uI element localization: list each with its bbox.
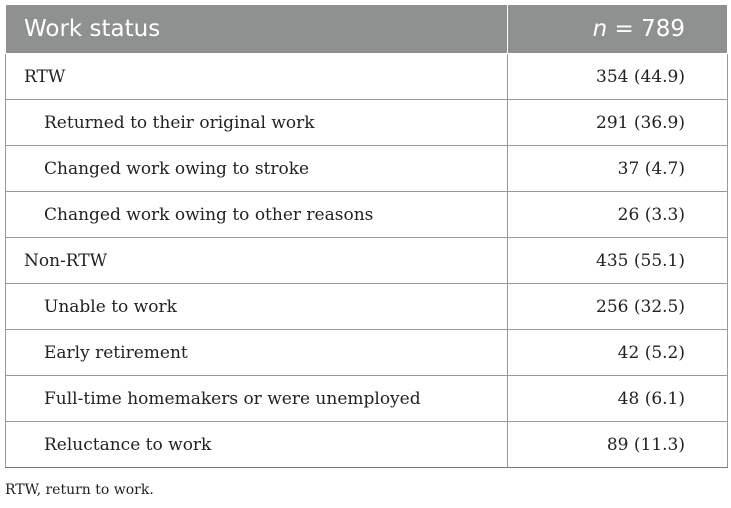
row-value: 26 (3.3) (508, 192, 728, 238)
row-label: Returned to their original work (6, 100, 508, 146)
row-label: Full-time homemakers or were unemployed (6, 376, 508, 422)
row-label: Changed work owing to other reasons (6, 192, 508, 238)
table-row (6, 146, 728, 192)
header-n-symbol: n (592, 16, 608, 42)
row-value: 42 (5.2) (508, 330, 728, 376)
work-status-table (5, 4, 728, 468)
table-row (6, 238, 728, 284)
row-value: 48 (6.1) (508, 376, 728, 422)
table-row (6, 54, 728, 100)
row-value: 354 (44.9) (508, 54, 728, 100)
table-row (6, 422, 728, 468)
table-row (6, 284, 728, 330)
row-value: 37 (4.7) (508, 146, 728, 192)
header-work-status: Work status (6, 5, 508, 54)
row-label: Early retirement (6, 330, 508, 376)
row-label: Non-RTW (6, 238, 508, 284)
row-label: Reluctance to work (6, 422, 508, 468)
table-row (6, 100, 728, 146)
header-n (508, 5, 728, 54)
table-row (6, 330, 728, 376)
row-value: 435 (55.1) (508, 238, 728, 284)
row-value: 256 (32.5) (508, 284, 728, 330)
row-label: Changed work owing to stroke (6, 146, 508, 192)
table-row (6, 376, 728, 422)
header-n-value: = 789 (607, 16, 685, 42)
row-value: 291 (36.9) (508, 100, 728, 146)
row-label: RTW (6, 54, 508, 100)
row-value: 89 (11.3) (508, 422, 728, 468)
table-row (6, 192, 728, 238)
table-footnote: RTW, return to work. (5, 482, 154, 498)
row-label: Unable to work (6, 284, 508, 330)
table-header-row (6, 5, 728, 54)
